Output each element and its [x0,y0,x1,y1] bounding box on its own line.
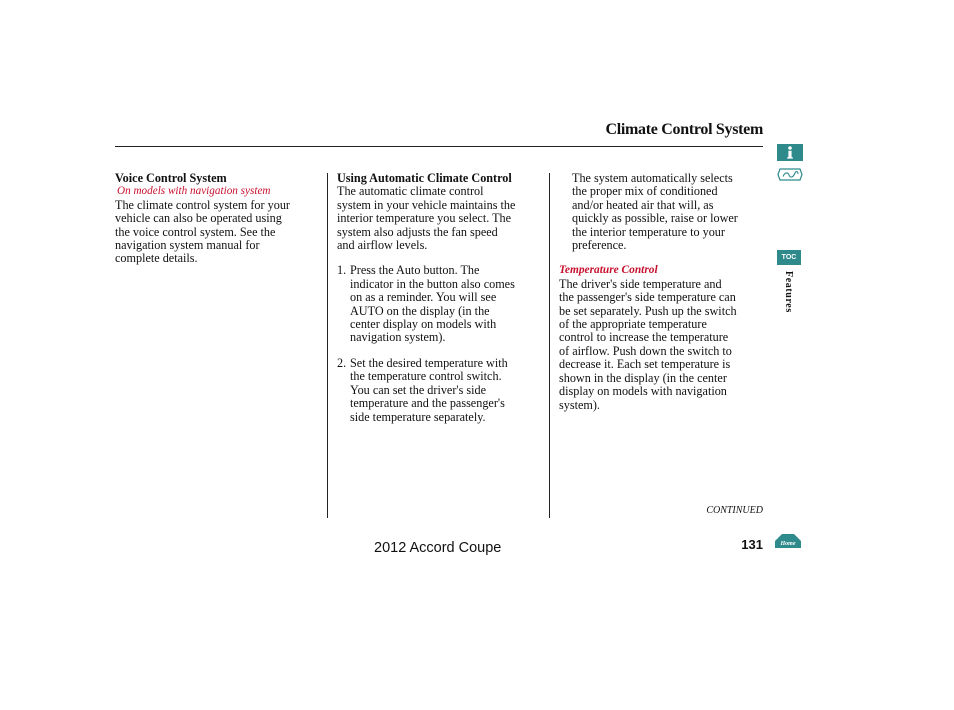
step-2 [337,357,544,424]
text-line: indicator in the button also comes [350,276,515,291]
text-line: The system automatically selects [572,171,733,185]
toc-button[interactable] [777,250,801,265]
text-line: and airflow levels. [337,238,428,253]
footer-model-name: 2012 Accord Coupe [374,540,502,556]
page-number: 131 [741,537,763,552]
continued-label: CONTINUED [706,505,763,516]
text-line: The automatic climate control [337,184,484,199]
text-line: complete details. [115,251,198,266]
models-note: On models with navigation system [117,185,271,198]
home-icon [774,533,802,549]
section-heading-voice-control: Voice Control System [115,171,227,185]
text-line: You can set the driver's side [350,382,487,397]
section-heading-auto-climate: Using Automatic Climate Control [337,171,512,185]
text-line: system in your vehicle maintains the [337,197,516,212]
text-line: control to increase the temperature [559,330,729,345]
text-line: the interior temperature to your [572,224,725,239]
text-line: and/or heated air that will, as [572,197,714,212]
step-number: 2. [337,355,347,370]
text-line: decrease it. Each set temperature is [559,357,731,372]
index-icon [777,167,803,182]
home-label: Home [780,541,796,547]
text-line: vehicle can also be operated using [115,211,282,226]
step-number: 1. [337,263,347,278]
temperature-control-paragraph [559,278,769,412]
title-divider [115,146,763,147]
text-line: of the appropriate temperature [559,317,707,332]
text-line: of airflow. Push down the switch to [559,343,732,358]
text-line: system). [559,397,600,412]
section-heading-temperature-control: Temperature Control [559,264,658,277]
text-line: preference. [572,238,627,253]
text-line: side temperature separately. [350,409,486,424]
page-title: Climate Control System [605,121,763,138]
text-line: display on models with navigation [559,384,727,399]
column-divider-1 [327,173,328,518]
text-line: Set the desired temperature with [350,355,508,370]
text-line: The driver's side temperature and [559,276,722,291]
column-divider-2 [549,173,550,518]
text-line: system also adjusts the fan speed [337,224,498,239]
text-line: navigation system). [350,330,446,345]
toc-label: TOC [781,254,797,261]
text-line: the passenger's side temperature can [559,290,736,305]
text-line: Press the Auto button. The [350,263,480,278]
text-line: center display on models with [350,317,497,332]
text-line: the voice control system. See the [115,224,276,239]
text-line: temperature and the passenger's [350,396,505,411]
voice-control-paragraph [115,199,320,266]
column-voice-control [115,172,320,266]
info-icon [777,144,803,161]
system-intro-paragraph [559,172,769,252]
section-tab-features[interactable]: Features [783,271,794,313]
text-line: quickly as possible, raise or lower [572,211,738,226]
step-1 [337,264,544,344]
text-line: shown in the display (in the center [559,370,727,385]
text-line: interior temperature you select. The [337,211,512,226]
auto-climate-intro [337,185,544,252]
text-line: be set separately. Push up the switch [559,303,737,318]
text-line: The climate control system for your [115,197,290,212]
text-line: the temperature control switch. [350,369,502,384]
text-line: AUTO on the display (in the [350,303,490,318]
info-icon[interactable] [777,144,803,161]
home-button[interactable] [774,533,802,549]
column-temperature [559,172,769,412]
index-icon[interactable] [777,167,803,182]
text-line: on as a reminder. You will see [350,290,497,305]
text-line: the proper mix of conditioned [572,184,718,199]
column-auto-climate [337,172,544,424]
text-line: navigation system manual for [115,238,260,253]
